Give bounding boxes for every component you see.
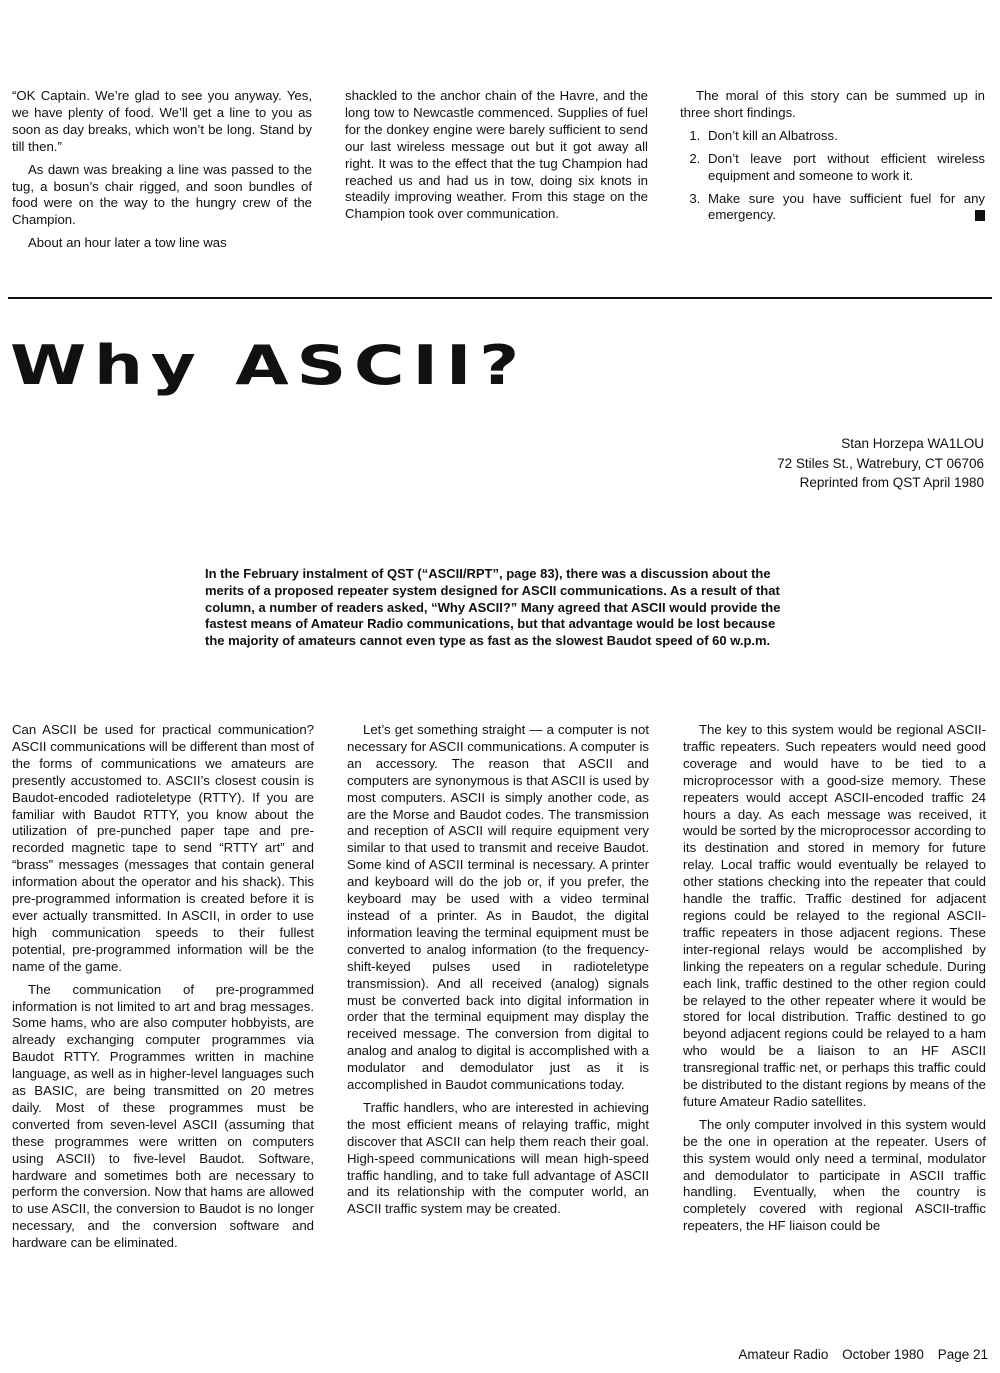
list-item [704, 191, 985, 225]
list-item: 1. Don’t kill an Albatross. [704, 128, 985, 145]
findings-list [680, 128, 985, 225]
issue-date: October 1980 [842, 1347, 924, 1362]
paragraph: The key to this system would be regional ASCII-traffic repeaters. Such repeaters would need good coverage and would have to be tied to a microprocessor with a good-size memory. These repeaters would accept ASCII-encoded traffic 24 hours a day. As each message was received, it would be sorted by the microprocessor according to its destination and stored in memory for future relay. Local traffic would eventually be relayed to other stations checking into the repeater that could handle the traffic. Traffic destined for adjacent regions could be relayed to the regional ASCII-traffic repeaters in those adjacent regions. These inter-regional relays would be accomplished by linking the repeaters on a regular schedule. During each link, traffic destined to the other region could be relayed to the other repeater where it would be stored for local distribution. Traffic destined to go beyond adjacent regions could be relayed to a ham who would be a liaison to an HF ASCII transregional traffic net, or perhaps this traffic could be distributed to the distant regions by means of the future Amateur Radio satellites. [683, 722, 986, 1109]
article-intro: In the February instalment of QST (“ASCII/RPT”, page 83), there was a discussion about the merits of a proposed repeater system designed for ASCII communications. As a result of that column, a number of readers asked, “Why ASCII?” Many agreed that ASCII would provide the fastest means of Amateur Radio communications, but that advantage would be lost because the majority of amateurs cannot even type as fast as the slowest Baudot speed of 60 w.p.m. [205, 566, 781, 649]
article-column-1 [12, 722, 314, 1258]
article-column-2 [347, 722, 649, 1224]
byline [777, 434, 984, 493]
previous-story-column-3 [680, 88, 985, 230]
paragraph: The moral of this story can be summed up in three short findings. [680, 88, 985, 120]
list-item: 2. Don’t leave port without efficient wireless equipment and someone to work it. [704, 151, 985, 185]
paragraph: shackled to the anchor chain of the Havre, and the long tow to Newcastle commenced. Supplies of fuel for the donkey engine were barely sufficient to send our last wireless message out but it got away all right. It was to the effect that the tug Champion had reached us and had us in tow, doing six knots in steadily improving weather. From this stage on the Champion took over communication. [345, 88, 648, 222]
paragraph: Let’s get something straight — a computer is not necessary for ASCII communications. A computer is an accessory. The reason that ASCII and computers are synonymous is that ASCII is used by most computers. ASCII is simply another code, as are the Morse and Baudot codes. The transmission and reception of ASCII will require equipment very similar to that used to transmit and receive Baudot. Some kind of ASCII terminal is necessary. A printer and keyboard will do the job or, if you prefer, the keyboard may be used with a video terminal instead of a printer. As in Baudot, the digital information leaving the terminal equipment must be converted to analog information (to the frequency-shift-keyed pulses used in radioteletype transmission). And all received (analog) signals must be converted back into digital information in order that the terminal equipment may display the received message. The conversion from digital to analog and analog to digital is accomplished with a modulator and demodulator just as it is accomplished in Baudot communications today. [347, 722, 649, 1093]
paragraph: “OK Captain. We’re glad to see you anyway. Yes, we have plenty of food. We’ll get a line to you as soon as day breaks, which won’t be long. Stand by till then.” [12, 88, 312, 154]
reprint-note: Reprinted from QST April 1980 [799, 475, 984, 490]
article-column-3 [683, 722, 986, 1241]
paragraph: As dawn was breaking a line was passed to the tug, a bosun’s chair rigged, and soon bundles of food were on the way to the hungry crew of the Champion. [12, 161, 312, 228]
paragraph: Can ASCII be used for practical communication? ASCII communications will be different than most of the forms of communications we amateurs are presently accustomed to. ASCII’s closest cousin is Baudot-encoded radioteletype (RTTY). If you are familiar with Baudot RTTY, you know about the utilization of pre-punched paper tape and pre-recorded magnetic tape to send “RTTY art” and “brass” messages (messages that contain general information about the operator and his shack). This pre-programmed information is created before it is ever actually transmitted. In ASCII, in order to use high communication speeds to their fullest potential, pre-programmed information will be the name of the game. [12, 722, 314, 974]
end-of-story-mark [975, 210, 985, 221]
previous-story-column-2 [345, 88, 648, 229]
section-divider [8, 297, 992, 299]
paragraph: The communication of pre-programmed information is not limited to art and brag messages. Some hams, who are also computer hobbyists, are already exchanging computer programmes via Baudot RTTY. Programmes written in machine language, as well as in higher-level languages such as BASIC, are being transmitted on 20 metres daily. Most of these programmes must be converted from seven-level ASCII (assuming that these programmes were written on computers using ASCII) to five-level Baudot. Software, hardware and sometimes both are necessary to perform the conversion. Now that hams are allowed to use ASCII, the conversion to Baudot is no longer necessary, and the conversion software and hardware can be eliminated. [12, 981, 314, 1251]
article-title: Why ASCII? [10, 334, 527, 397]
page-number: Page 21 [937, 1347, 988, 1362]
publication-name: Amateur Radio [738, 1347, 829, 1362]
paragraph: Traffic handlers, who are interested in achieving the most efficient means of relaying traffic, might discover that ASCII can help them reach their goal. High-speed communications will mean high-speed traffic handling, and to take full advantage of ASCII and its relationship with the computer world, an ASCII traffic system may be created. [347, 1099, 649, 1217]
paragraph: The only computer involved in this system would be the one in operation at the repeater. Users of this system would only need a terminal, modulator and demodulator to participate in ASCII traffic handling. Eventually, when the country is completely covered with regional ASCII-traffic repeaters, the HF liaison could be [683, 1116, 986, 1234]
previous-story-column-1 [12, 88, 312, 258]
author-address: 72 Stiles St., Watrebury, CT 06706 [777, 455, 984, 471]
page-footer [728, 1347, 988, 1362]
author: Stan Horzepa WA1LOU [841, 436, 984, 451]
list-item-text: Make sure you have sufficient fuel for any emergency. [708, 190, 985, 223]
paragraph: About an hour later a tow line was [28, 235, 227, 251]
